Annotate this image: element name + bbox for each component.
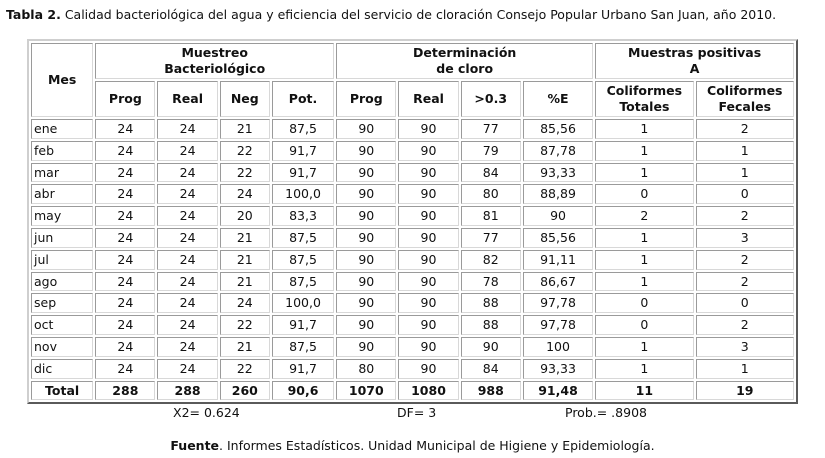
cell-mes: nov xyxy=(31,337,93,357)
cell-prog-cloro: 90 xyxy=(336,337,396,357)
subheader-gt03: >0.3 xyxy=(461,81,521,117)
subheader-ct-line1: Coliformes xyxy=(606,83,683,98)
header-positivas-line2: A xyxy=(689,61,700,76)
cell-real-cloro: 90 xyxy=(398,184,458,204)
cell-prog-cloro: 90 xyxy=(336,315,396,335)
cell-real-cloro: 90 xyxy=(398,163,458,183)
cell-gt03: 84 xyxy=(461,359,521,379)
table-row xyxy=(31,163,794,183)
cell-coliformes-fecales: 2 xyxy=(696,119,794,139)
cell-pe: 97,78 xyxy=(523,315,593,335)
cell-pot: 100,0 xyxy=(272,293,334,313)
cell-pe: 87,78 xyxy=(523,141,593,161)
subheader-cf-line2: Fecales xyxy=(718,99,772,114)
subheader-prog: Prog xyxy=(95,81,155,117)
cell-prog: 24 xyxy=(95,119,155,139)
cell-gt03: 81 xyxy=(461,206,521,226)
header-muestreo-line2: Bacteriológico xyxy=(164,61,266,76)
cell-prog: 24 xyxy=(95,163,155,183)
cell-pot: 90,6 xyxy=(272,381,334,401)
cell-coliformes-fecales: 0 xyxy=(696,184,794,204)
cell-mes: mar xyxy=(31,163,93,183)
cell-mes: abr xyxy=(31,184,93,204)
table-row xyxy=(31,337,794,357)
cell-mes: ago xyxy=(31,272,93,292)
cell-neg: 22 xyxy=(220,163,270,183)
cell-neg: 24 xyxy=(220,184,270,204)
cell-real-cloro: 90 xyxy=(398,337,458,357)
cell-prog: 24 xyxy=(95,293,155,313)
cell-pe: 93,33 xyxy=(523,359,593,379)
cell-pot: 87,5 xyxy=(272,228,334,248)
cell-real-cloro: 90 xyxy=(398,272,458,292)
cell-pot: 87,5 xyxy=(272,272,334,292)
cell-prog-cloro: 1070 xyxy=(336,381,396,401)
cell-neg: 21 xyxy=(220,250,270,270)
subheader-real-cloro: Real xyxy=(398,81,458,117)
header-positivas-line1: Muestras positivas xyxy=(628,45,762,60)
total-row xyxy=(31,381,794,401)
cell-coliformes-totales: 1 xyxy=(595,119,693,139)
cell-pe: 90 xyxy=(523,206,593,226)
cell-mes: may xyxy=(31,206,93,226)
cell-prog-cloro: 90 xyxy=(336,119,396,139)
cell-real-cloro: 90 xyxy=(398,119,458,139)
cell-coliformes-fecales: 2 xyxy=(696,315,794,335)
cell-gt03: 84 xyxy=(461,163,521,183)
cell-prog: 24 xyxy=(95,206,155,226)
subheader-pe: %E xyxy=(523,81,593,117)
cell-pot: 100,0 xyxy=(272,184,334,204)
cell-real: 24 xyxy=(157,206,217,226)
cell-real: 24 xyxy=(157,337,217,357)
cell-coliformes-totales: 1 xyxy=(595,163,693,183)
cell-gt03: 79 xyxy=(461,141,521,161)
source-text: . Informes Estadísticos. Unidad Municipal de Higiene y Epidemiología. xyxy=(219,438,655,453)
cell-mes: jul xyxy=(31,250,93,270)
cell-prog-cloro: 90 xyxy=(336,293,396,313)
cell-coliformes-fecales: 2 xyxy=(696,272,794,292)
cell-real-cloro: 1080 xyxy=(398,381,458,401)
header-mes: Mes xyxy=(31,43,93,117)
cell-pe: 91,11 xyxy=(523,250,593,270)
cell-pot: 91,7 xyxy=(272,359,334,379)
header-muestreo xyxy=(95,43,334,79)
subheader-pot: Pot. xyxy=(272,81,334,117)
cell-pot: 91,7 xyxy=(272,141,334,161)
cell-prog-cloro: 90 xyxy=(336,163,396,183)
table-row xyxy=(31,206,794,226)
cell-mes: dic xyxy=(31,359,93,379)
table-row xyxy=(31,119,794,139)
cell-real: 24 xyxy=(157,163,217,183)
cell-coliformes-fecales: 2 xyxy=(696,206,794,226)
cell-coliformes-fecales: 3 xyxy=(696,337,794,357)
subheader-cf-line1: Coliformes xyxy=(707,83,783,98)
cell-neg: 20 xyxy=(220,206,270,226)
cell-pe: 86,67 xyxy=(523,272,593,292)
cell-pe: 93,33 xyxy=(523,163,593,183)
cell-prog: 24 xyxy=(95,250,155,270)
cell-real-cloro: 90 xyxy=(398,359,458,379)
cell-real: 24 xyxy=(157,359,217,379)
cell-gt03: 88 xyxy=(461,293,521,313)
cell-coliformes-totales: 0 xyxy=(595,315,693,335)
subheader-ct-line2: Totales xyxy=(619,99,670,114)
cell-coliformes-totales: 11 xyxy=(595,381,693,401)
header-muestreo-line1: Muestreo xyxy=(181,45,248,60)
cell-mes: Total xyxy=(31,381,93,401)
cell-prog: 288 xyxy=(95,381,155,401)
cell-pe: 85,56 xyxy=(523,119,593,139)
cell-real-cloro: 90 xyxy=(398,206,458,226)
cell-pe: 88,89 xyxy=(523,184,593,204)
cell-gt03: 78 xyxy=(461,272,521,292)
cell-coliformes-fecales: 2 xyxy=(696,250,794,270)
cell-coliformes-fecales: 19 xyxy=(696,381,794,401)
caption-label: Tabla 2. xyxy=(6,7,61,22)
cell-neg: 24 xyxy=(220,293,270,313)
subheader-prog-cloro: Prog xyxy=(336,81,396,117)
cell-pot: 91,7 xyxy=(272,315,334,335)
cell-gt03: 80 xyxy=(461,184,521,204)
cell-coliformes-fecales: 1 xyxy=(696,163,794,183)
cell-neg: 21 xyxy=(220,337,270,357)
table-row xyxy=(31,315,794,335)
cell-gt03: 88 xyxy=(461,315,521,335)
cell-mes: feb xyxy=(31,141,93,161)
cell-prog-cloro: 80 xyxy=(336,359,396,379)
cell-real-cloro: 90 xyxy=(398,141,458,161)
cell-prog-cloro: 90 xyxy=(336,272,396,292)
stat-df: DF= 3 xyxy=(397,405,437,420)
header-cloro-line1: Determinación xyxy=(413,45,517,60)
cell-real: 24 xyxy=(157,119,217,139)
cell-prog-cloro: 90 xyxy=(336,184,396,204)
cell-neg: 21 xyxy=(220,119,270,139)
cell-prog-cloro: 90 xyxy=(336,228,396,248)
table-body xyxy=(31,119,794,400)
cell-neg: 21 xyxy=(220,272,270,292)
subheader-coliformes-fecales xyxy=(696,81,794,117)
cell-gt03: 988 xyxy=(461,381,521,401)
stat-prob: Prob.= .8908 xyxy=(565,405,647,420)
cell-real: 24 xyxy=(157,293,217,313)
table-row xyxy=(31,293,794,313)
cell-pe: 100 xyxy=(523,337,593,357)
caption-text: Calidad bacteriológica del agua y eficiencia del servicio de cloración Consejo Popular Urbano San Juan, año 2010. xyxy=(64,7,777,22)
cell-coliformes-totales: 0 xyxy=(595,293,693,313)
table-row xyxy=(31,272,794,292)
cell-real: 24 xyxy=(157,184,217,204)
source-label: Fuente xyxy=(170,438,220,453)
cell-coliformes-fecales: 1 xyxy=(696,359,794,379)
cell-real: 24 xyxy=(157,315,217,335)
cell-gt03: 77 xyxy=(461,119,521,139)
cell-pot: 87,5 xyxy=(272,250,334,270)
cell-pot: 91,7 xyxy=(272,163,334,183)
cell-neg: 21 xyxy=(220,228,270,248)
cell-prog: 24 xyxy=(95,141,155,161)
cell-coliformes-fecales: 0 xyxy=(696,293,794,313)
cell-real: 24 xyxy=(157,272,217,292)
cell-pot: 83,3 xyxy=(272,206,334,226)
subheader-coliformes-totales xyxy=(595,81,693,117)
cell-prog-cloro: 90 xyxy=(336,206,396,226)
table-row xyxy=(31,141,794,161)
cell-prog-cloro: 90 xyxy=(336,141,396,161)
cell-pe: 85,56 xyxy=(523,228,593,248)
subheader-neg: Neg xyxy=(220,81,270,117)
cell-gt03: 82 xyxy=(461,250,521,270)
cell-coliformes-totales: 1 xyxy=(595,337,693,357)
data-table xyxy=(27,39,798,404)
cell-real: 288 xyxy=(157,381,217,401)
header-cloro-line2: de cloro xyxy=(436,61,494,76)
cell-prog-cloro: 90 xyxy=(336,250,396,270)
cell-coliformes-totales: 2 xyxy=(595,206,693,226)
table-row xyxy=(31,359,794,379)
table-row xyxy=(31,250,794,270)
cell-mes: ene xyxy=(31,119,93,139)
cell-coliformes-totales: 1 xyxy=(595,141,693,161)
cell-real: 24 xyxy=(157,228,217,248)
cell-real: 24 xyxy=(157,141,217,161)
cell-neg: 22 xyxy=(220,315,270,335)
cell-pot: 87,5 xyxy=(272,337,334,357)
table-row xyxy=(31,228,794,248)
cell-coliformes-fecales: 3 xyxy=(696,228,794,248)
source-note xyxy=(0,438,825,453)
cell-coliformes-totales: 1 xyxy=(595,250,693,270)
cell-neg: 22 xyxy=(220,359,270,379)
table-caption xyxy=(6,7,776,22)
cell-coliformes-totales: 1 xyxy=(595,359,693,379)
cell-pe: 91,48 xyxy=(523,381,593,401)
cell-gt03: 77 xyxy=(461,228,521,248)
stat-x2: X2= 0.624 xyxy=(173,405,240,420)
cell-gt03: 90 xyxy=(461,337,521,357)
header-positivas xyxy=(595,43,794,79)
cell-mes: jun xyxy=(31,228,93,248)
cell-neg: 260 xyxy=(220,381,270,401)
cell-prog: 24 xyxy=(95,228,155,248)
cell-pe: 97,78 xyxy=(523,293,593,313)
cell-prog: 24 xyxy=(95,337,155,357)
cell-neg: 22 xyxy=(220,141,270,161)
cell-real: 24 xyxy=(157,250,217,270)
cell-prog: 24 xyxy=(95,272,155,292)
cell-real-cloro: 90 xyxy=(398,315,458,335)
table-row xyxy=(31,184,794,204)
cell-pot: 87,5 xyxy=(272,119,334,139)
cell-coliformes-totales: 1 xyxy=(595,272,693,292)
cell-coliformes-totales: 1 xyxy=(595,228,693,248)
subheader-real: Real xyxy=(157,81,217,117)
cell-prog: 24 xyxy=(95,184,155,204)
header-cloro xyxy=(336,43,593,79)
cell-prog: 24 xyxy=(95,315,155,335)
cell-coliformes-totales: 0 xyxy=(595,184,693,204)
cell-real-cloro: 90 xyxy=(398,250,458,270)
cell-real-cloro: 90 xyxy=(398,293,458,313)
cell-real-cloro: 90 xyxy=(398,228,458,248)
cell-mes: sep xyxy=(31,293,93,313)
table-container xyxy=(27,39,798,404)
cell-mes: oct xyxy=(31,315,93,335)
cell-coliformes-fecales: 1 xyxy=(696,141,794,161)
cell-prog: 24 xyxy=(95,359,155,379)
